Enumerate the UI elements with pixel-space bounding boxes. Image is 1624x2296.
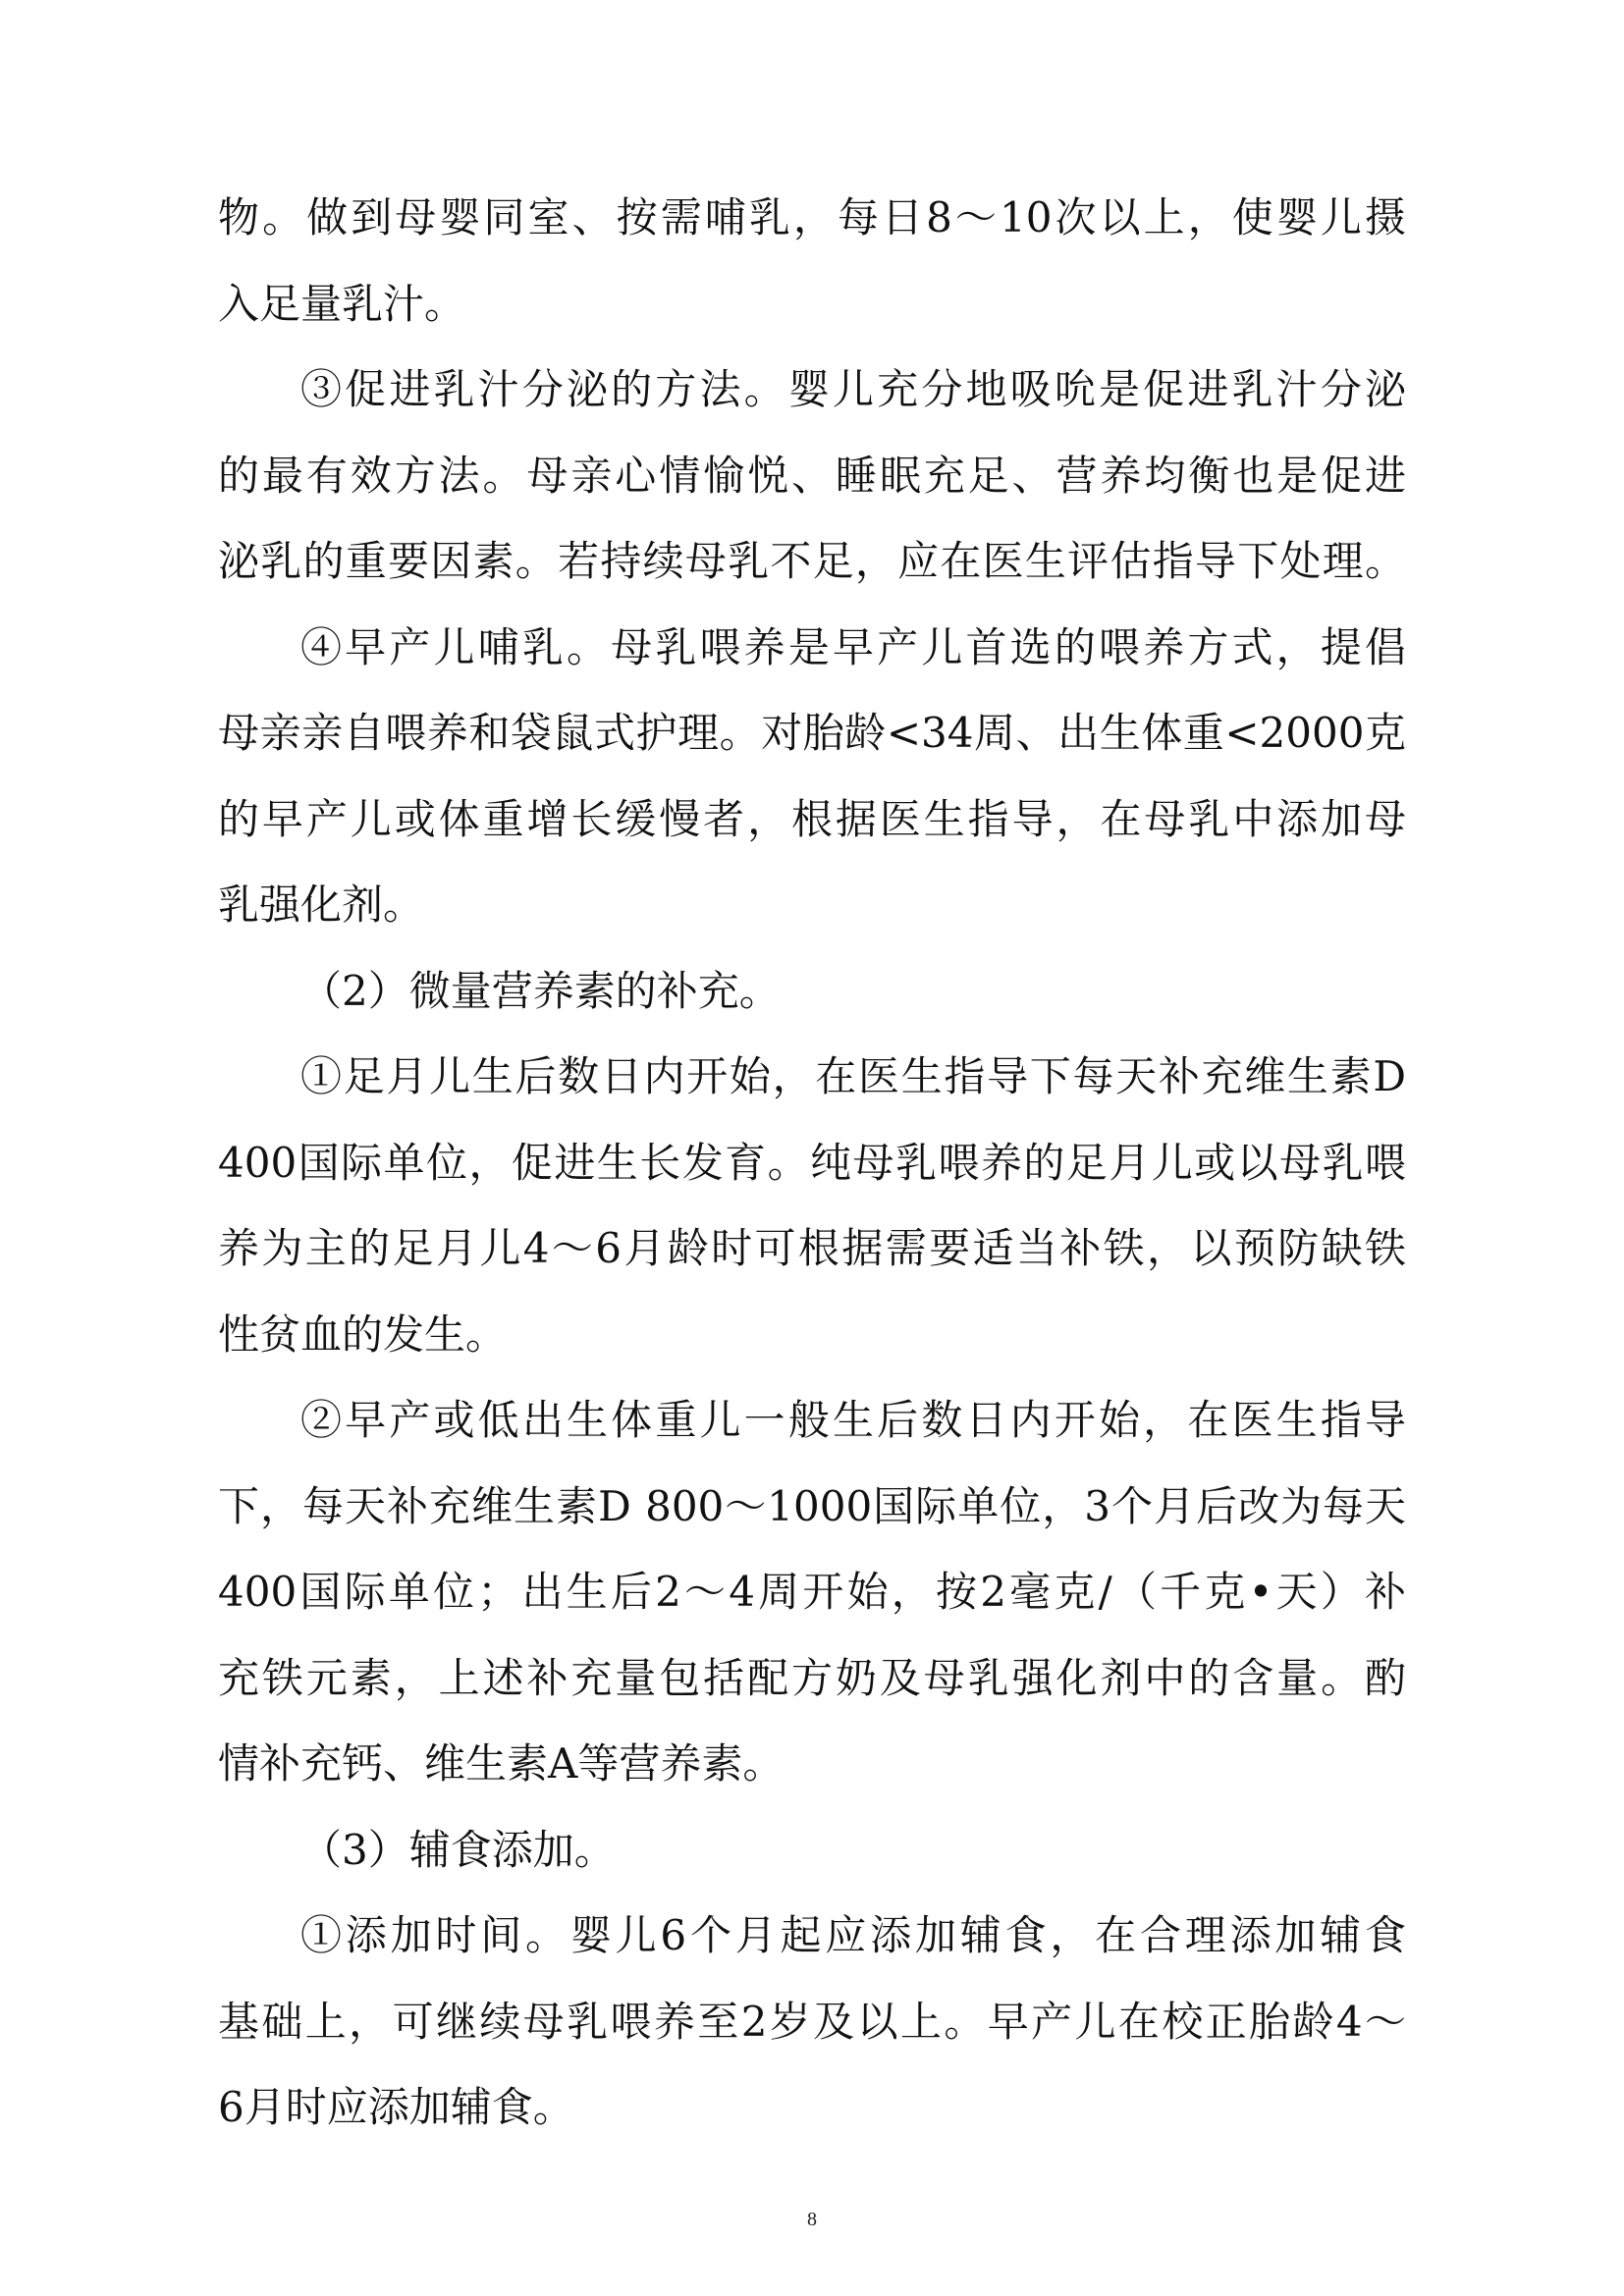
text-line: 6月时应添加辅食。 (218, 2083, 574, 2131)
text-line: 400国际单位，促进生长发育。纯母乳喂养的足月儿或以母乳喂 (218, 1138, 1406, 1187)
text-line: 下，每天补充维生素D 800～1000国际单位，3个月后改为每天 (218, 1481, 1406, 1530)
text-line: 400国际单位；出生后2～4周开始，按2毫克/（千克•天）补 (218, 1568, 1406, 1616)
text-line: 母亲亲自喂养和袋鼠式护理。对胎龄<34周、出生体重<2000克 (218, 709, 1406, 757)
document-body (218, 175, 1406, 2151)
text-line: ①足月儿生后数日内开始，在医生指导下每天补充维生素D (300, 1052, 1406, 1100)
text-line: 基础上，可继续母乳喂养至2岁及以上。早产儿在校正胎龄4～ (218, 1997, 1406, 2046)
text-line: 性贫血的发生。 (218, 1309, 508, 1359)
text-line: 泌乳的重要因素。若持续母乳不足，应在医生评估指导下处理。 (218, 537, 1406, 585)
text-line: 的最有效方法。母亲心情愉悦、睡眠充足、营养均衡也是促进 (218, 451, 1406, 500)
text-line: ②早产或低出生体重儿一般生后数日内开始，在医生指导 (300, 1396, 1406, 1444)
section-heading: （3）辅食添加。 (300, 1825, 616, 1874)
page-number: 8 (807, 2209, 817, 2230)
text-line: ①添加时间。婴儿6个月起应添加辅食，在合理添加辅食 (300, 1911, 1406, 1959)
text-line: 物。做到母婴同室、按需哺乳，每日8～10次以上，使婴儿摄 (218, 193, 1406, 241)
text-line: 养为主的足月儿4～6月龄时可根据需要适当补铁，以预防缺铁 (218, 1224, 1406, 1272)
section-heading: （2）微量营养素的补充。 (300, 966, 781, 1015)
text-line: 乳强化剂。 (218, 881, 425, 929)
text-line: ④早产儿哺乳。母乳喂养是早产儿首选的喂养方式，提倡 (300, 622, 1406, 671)
text-line: 充铁元素，上述补充量包括配方奶及母乳强化剂中的含量。酌 (218, 1653, 1406, 1702)
text-line: 情补充钙、维生素A等营养素。 (218, 1739, 785, 1788)
text-line: 的早产儿或体重增长缓慢者，根据医生指导，在母乳中添加母 (218, 794, 1406, 843)
text-line: 入足量乳汁。 (218, 279, 466, 328)
text-line: ③促进乳汁分泌的方法。婴儿充分地吸吮是促进乳汁分泌 (300, 365, 1406, 413)
